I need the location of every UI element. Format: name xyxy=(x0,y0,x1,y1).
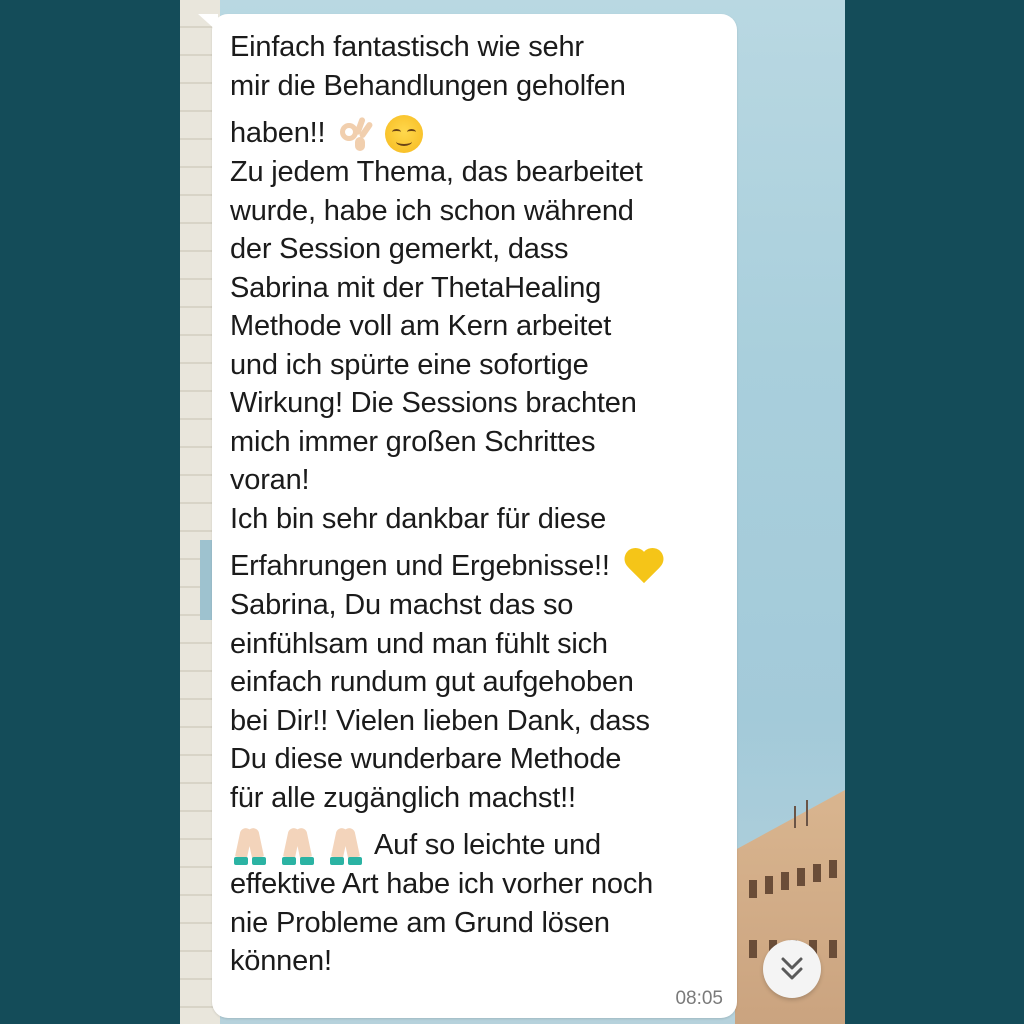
message-bubble[interactable] xyxy=(212,14,737,1018)
message-line: Sabrina, Du machst das so xyxy=(230,589,574,621)
wallpaper-flagpole xyxy=(794,806,796,828)
yellow-heart-icon xyxy=(622,547,666,587)
message-line: können! xyxy=(230,945,332,977)
message-line: Du diese wunderbare Methode xyxy=(230,743,622,775)
message-line: für alle zugänglich machst!! xyxy=(230,781,576,814)
message-line: Einfach fantastisch wie sehr xyxy=(230,31,584,63)
message-line-with-emoji xyxy=(230,538,730,586)
folded-hands-icon xyxy=(230,826,270,866)
message-timestamp: 08:05 xyxy=(675,988,723,1009)
message-line: Auf so leichte und xyxy=(374,829,601,861)
message-line: einfach rundum gut aufgehoben xyxy=(230,666,634,698)
ok-hand-icon xyxy=(337,115,373,153)
message-line: Zu jedem Thema, das bearbeitet xyxy=(230,156,643,188)
message-line: Methode voll am Kern arbeitet xyxy=(230,310,612,342)
message-line: mich immer großen Schrittes xyxy=(230,425,596,458)
message-line: bei Dir!! Vielen lieben Dank, dass xyxy=(230,704,650,737)
message-line: der Session gemerkt, dass xyxy=(230,233,569,265)
scroll-to-bottom-button[interactable] xyxy=(763,940,821,998)
relieved-face-icon xyxy=(385,115,423,153)
folded-hands-icon xyxy=(326,826,366,866)
message-line: mir die Behandlungen geholfen xyxy=(230,69,626,102)
message-line: Sabrina mit der ThetaHealing xyxy=(230,271,602,304)
message-line: voran! xyxy=(230,464,310,496)
message-line: nie Probleme am Grund lösen xyxy=(230,906,610,939)
message-line: Wirkung! Die Sessions brachten xyxy=(230,387,637,419)
message-line: Erfahrungen und Ergebnisse!! xyxy=(230,550,610,582)
message-line: haben!! xyxy=(230,117,326,149)
message-line: Ich bin sehr dankbar für diese xyxy=(230,502,607,535)
double-chevron-down-icon xyxy=(780,956,804,982)
folded-hands-icon xyxy=(278,826,318,866)
message-line: wurde, habe ich schon während xyxy=(230,194,634,227)
message-line: einfühlsam und man fühlt sich xyxy=(230,627,608,660)
chat-screen xyxy=(180,0,845,1024)
message-line: effektive Art habe ich vorher noch xyxy=(230,868,654,900)
message-line-with-emoji xyxy=(230,105,730,153)
message-text xyxy=(230,28,730,981)
wallpaper-flagpole xyxy=(806,800,808,826)
message-line-with-emoji xyxy=(230,817,730,865)
message-line: und ich spürte eine sofortige xyxy=(230,348,589,381)
